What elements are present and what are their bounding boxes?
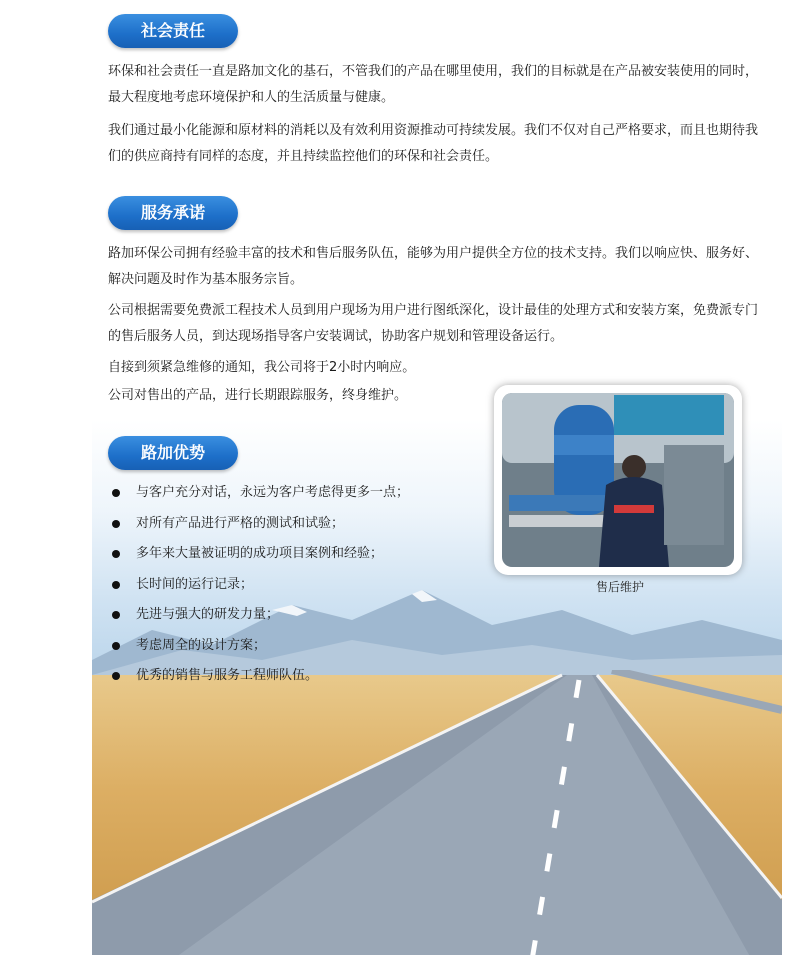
bullet-icon: [112, 550, 120, 558]
section-title-social-responsibility: 社会责任: [108, 14, 238, 48]
service-paragraph-1: 路加环保公司拥有经验丰富的技术和售后服务队伍，能够为用户提供全方位的技术支持。我们以响应快、服务好、解决问题及时作为基本服务宗旨。: [108, 246, 759, 287]
advantages-list: [112, 482, 409, 696]
list-item: 长时间的运行记录；: [112, 574, 409, 605]
section-title-service-commitment: 服务承诺: [108, 196, 238, 230]
after-sales-photo: [494, 385, 742, 575]
bullet-icon: [112, 672, 120, 680]
bullet-icon: [112, 642, 120, 650]
bullet-icon: [112, 489, 120, 497]
service-paragraph-3: 自接到须紧急维修的通知，我公司将于2小时内响应。: [108, 360, 416, 375]
list-item: 先进与强大的研发力量；: [112, 604, 409, 635]
photo-caption: 售后维护: [595, 580, 644, 594]
section-title-advantages: 路加优势: [108, 436, 238, 470]
list-item: 多年来大量被证明的成功项目案例和经验；: [112, 543, 409, 574]
social-paragraph-2: 我们通过最小化能源和原材料的消耗以及有效利用资源推动可持续发展。我们不仅对自己严格要求，而且也期待我们的供应商持有同样的态度，并且持续监控他们的环保和社会责任。: [108, 123, 759, 164]
list-item: 优秀的销售与服务工程师队伍。: [112, 665, 409, 696]
bullet-icon: [112, 581, 120, 589]
list-item: 考虑周全的设计方案；: [112, 635, 409, 666]
bullet-icon: [112, 611, 120, 619]
service-paragraph-2: 公司根据需要免费派工程技术人员到用户现场为用户进行图纸深化，设计最佳的处理方式和安装方案，免费派专门的售后服务人员，到达现场指导客户安装调试，协助客户规划和管理设备运行。: [108, 303, 759, 344]
bullet-icon: [112, 520, 120, 528]
list-item: 与客户充分对话，永远为客户考虑得更多一点；: [112, 482, 409, 513]
social-paragraph-1: 环保和社会责任一直是路加文化的基石，不管我们的产品在哪里使用，我们的目标就是在产品被安装使用的同时，最大程度地考虑环境保护和人的生活质量与健康。: [108, 64, 759, 105]
list-item: 对所有产品进行严格的测试和试验；: [112, 513, 409, 544]
service-paragraph-4: 公司对售出的产品，进行长期跟踪服务，终身维护。: [108, 388, 408, 403]
